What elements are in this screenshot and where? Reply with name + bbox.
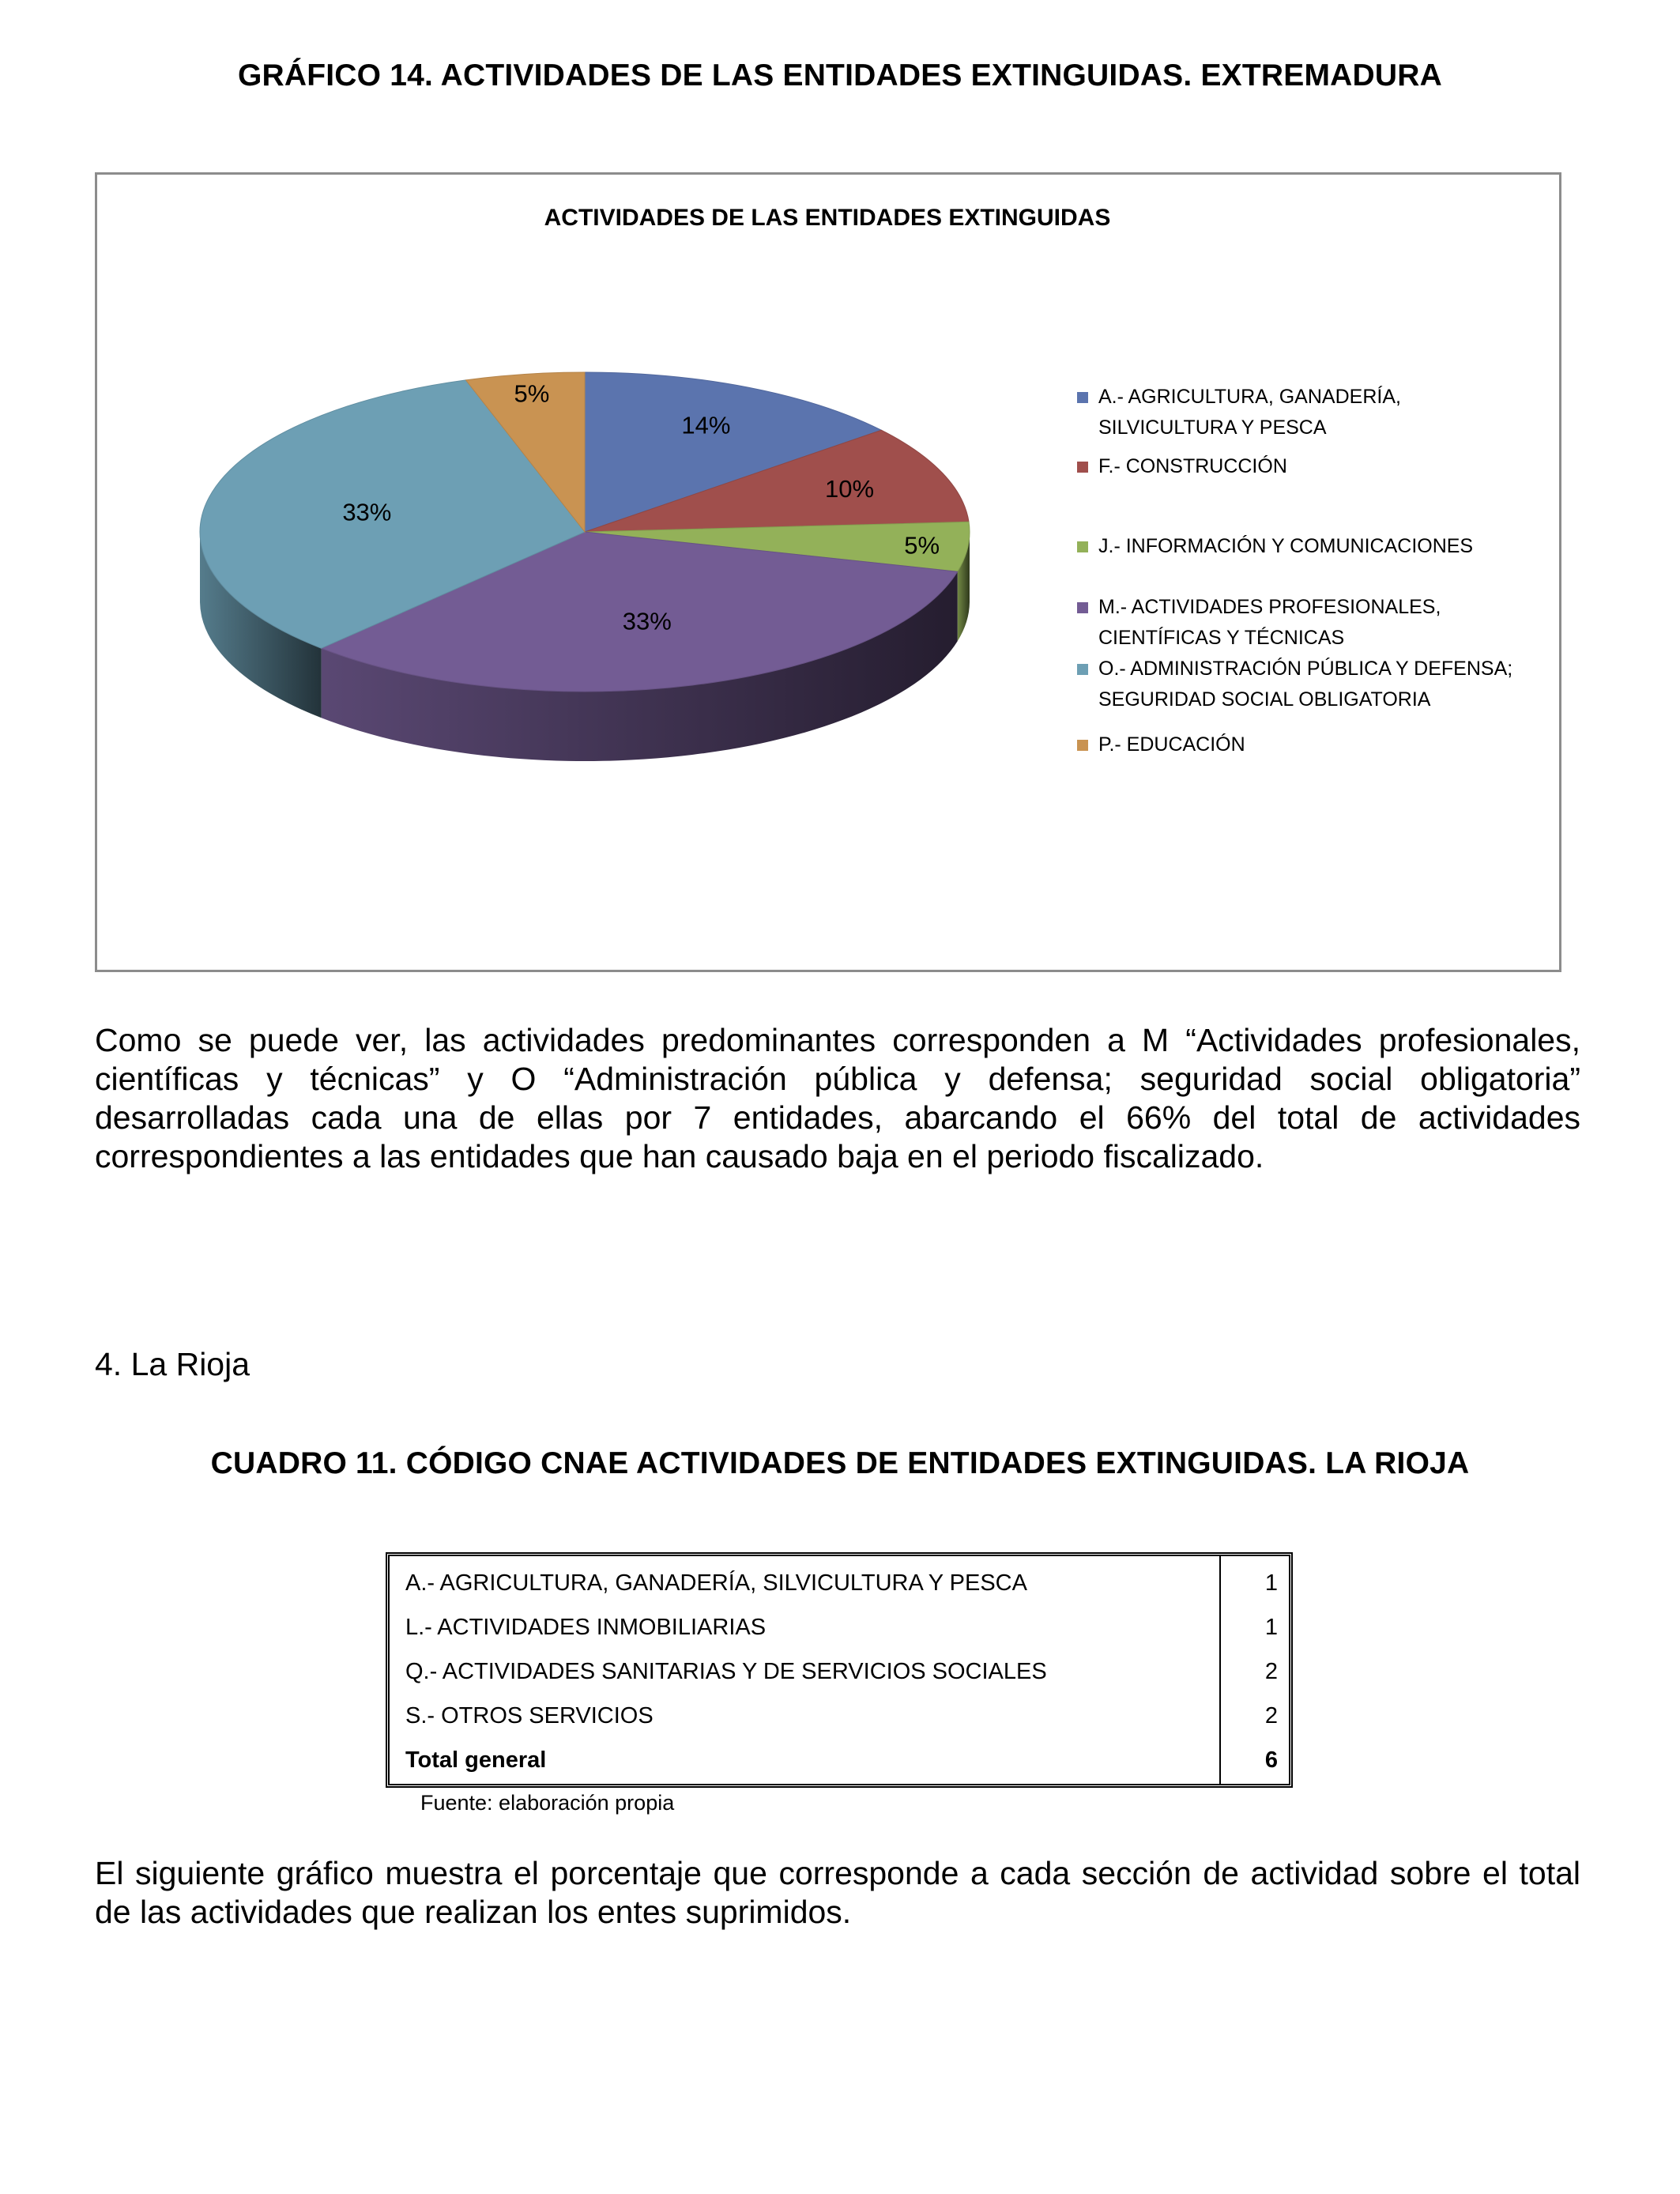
row-value: 2 [1264, 1703, 1278, 1728]
legend-swatch [1077, 602, 1088, 613]
table-total-row [390, 1740, 1289, 1784]
legend-label: F.- CONSTRUCCIÓN [1098, 455, 1287, 477]
table-row [390, 1651, 1289, 1695]
table-source: Fuente: elaboración propia [420, 1791, 675, 1815]
total-label: Total general [405, 1747, 547, 1773]
table-row [390, 1695, 1289, 1740]
legend-label: M.- ACTIVIDADES PROFESIONALES, [1098, 596, 1441, 618]
chart-title: ACTIVIDADES DE LAS ENTIDADES EXTINGUIDAS [544, 205, 1111, 231]
slice-data-label: 5% [514, 379, 550, 408]
paragraph-analysis: Como se puede ver, las actividades predominantes corresponden a M “Actividades profesionales, científicas y técnicas” y O “Administración pública y defensa; seguridad social obligatoria” desarrolladas cada una de ellas por 7 entidades, abarcando el 66% del total de actividades correspondientes a las entidades que han causado baja en el periodo fiscalizado. [95, 1022, 1580, 1174]
legend-swatch [1077, 541, 1088, 552]
legend-swatch [1077, 392, 1088, 403]
row-label: A.- AGRICULTURA, GANADERÍA, SILVICULTURA Y PESCA [405, 1570, 1027, 1596]
table-row [390, 1607, 1289, 1651]
table-heading: CUADRO 11. CÓDIGO CNAE ACTIVIDADES DE ENTIDADES EXTINGUIDAS. LA RIOJA [210, 1446, 1470, 1480]
legend-swatch [1077, 740, 1088, 751]
cnae-table [386, 1552, 1293, 1788]
legend-label: CIENTÍFICAS Y TÉCNICAS [1098, 627, 1345, 649]
row-value: 2 [1264, 1659, 1278, 1684]
slice-data-label: 33% [622, 607, 672, 635]
slice-data-label: 14% [681, 411, 731, 439]
legend-label: SILVICULTURA Y PESCA [1098, 417, 1327, 439]
paragraph-intro: El siguiente gráfico muestra el porcentaje que corresponde a cada sección de actividad sobre el total de las actividades que realizan los entes suprimidos. [95, 1855, 1580, 1930]
slice-data-label: 5% [904, 531, 940, 560]
legend-item [1077, 531, 1551, 562]
row-label: S.- OTROS SERVICIOS [405, 1703, 654, 1728]
legend-swatch [1077, 664, 1088, 675]
chart-legend [1077, 382, 1551, 760]
row-value: 1 [1264, 1615, 1278, 1640]
total-value: 6 [1264, 1747, 1278, 1773]
chart-heading: GRÁFICO 14. ACTIVIDADES DE LAS ENTIDADES EXTINGUIDAS. EXTREMADURA [237, 58, 1443, 92]
row-label: L.- ACTIVIDADES INMOBILIARIAS [405, 1615, 767, 1640]
legend-label: A.- AGRICULTURA, GANADERÍA, [1098, 386, 1401, 408]
slice-data-label: 33% [342, 498, 392, 526]
row-label: Q.- ACTIVIDADES SANITARIAS Y DE SERVICIOS SOCIALES [405, 1659, 1047, 1684]
pie-chart-frame [95, 172, 1561, 972]
legend-label: J.- INFORMACIÓN Y COMUNICACIONES [1098, 535, 1474, 557]
slice-data-label: 10% [825, 474, 875, 503]
legend-item [1077, 729, 1551, 760]
legend-item [1077, 592, 1551, 654]
row-value: 1 [1264, 1570, 1278, 1596]
legend-label: O.- ADMINISTRACIÓN PÚBLICA Y DEFENSA; [1098, 658, 1513, 680]
legend-item [1077, 654, 1551, 715]
legend-item [1077, 382, 1551, 443]
section-label: 4. La Rioja [95, 1346, 250, 1382]
legend-label: SEGURIDAD SOCIAL OBLIGATORIA [1098, 688, 1431, 711]
legend-swatch [1077, 462, 1088, 473]
legend-item [1077, 451, 1551, 482]
legend-label: P.- EDUCACIÓN [1098, 733, 1245, 756]
table-row [390, 1563, 1289, 1607]
